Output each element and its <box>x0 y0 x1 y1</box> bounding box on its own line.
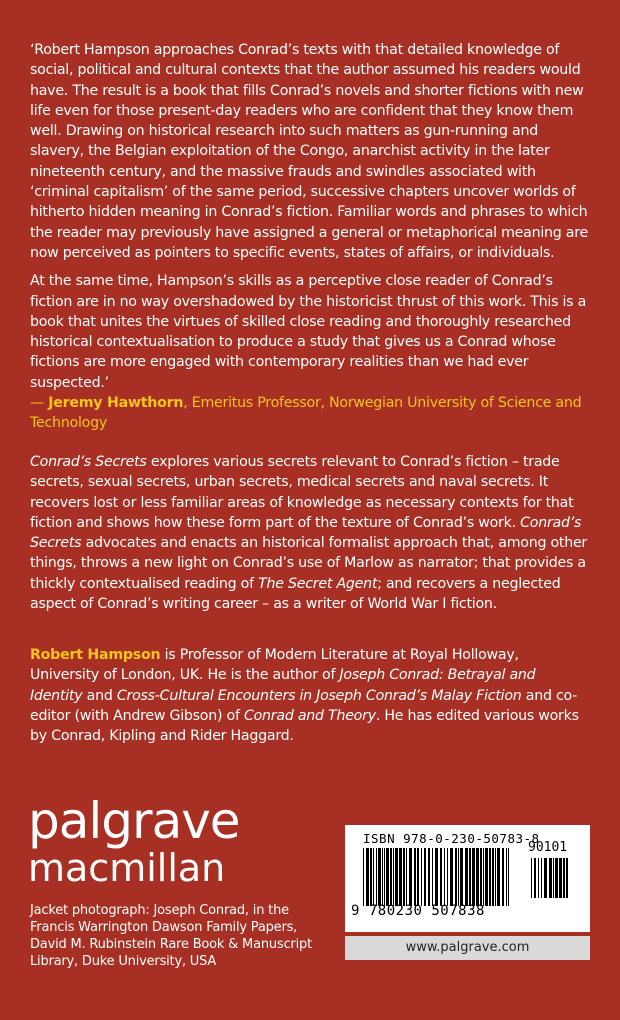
barcode-bar <box>495 848 496 906</box>
bio-paragraph <box>30 645 592 746</box>
bio-text-2: and <box>82 687 117 704</box>
review-paragraph-2 <box>30 271 592 433</box>
bio-book-2: Cross-Cultural Encounters in Joseph Conrad’s Malay Fiction <box>116 687 522 704</box>
barcode-bar <box>424 848 426 906</box>
bio-text-3: and co-editor (with Andrew Gibson) of <box>30 687 578 724</box>
barcode-bar <box>534 858 536 898</box>
barcode-digits: 9 780230 507838 <box>351 903 485 919</box>
barcode-bar <box>566 858 568 898</box>
book-summary <box>30 452 592 614</box>
barcode-bar <box>460 848 463 906</box>
summary-text-3: ; and recovers a neglected aspect of Conrad’s writing career – as a writer of World War I fiction. <box>30 575 561 613</box>
bio-book-3: Conrad and Theory <box>243 707 376 724</box>
barcode-bar <box>465 848 468 906</box>
review-blurb <box>30 40 592 442</box>
barcode-bar <box>370 848 372 906</box>
barcode-bar <box>444 848 445 906</box>
barcode-bar <box>458 848 459 906</box>
barcode-bar <box>549 858 552 898</box>
barcode-bar <box>393 848 394 906</box>
attribution-dash: — <box>30 395 49 412</box>
review-paragraph-1: ‘Robert Hampson approaches Conrad’s texts with that detailed knowledge of social, political and cultural contexts that the author assumed his readers would have. The result is a book that fills Conrad’s novels and shorter fictions with new life even for those present-day readers who are confident that they know them well. Drawing on historical research into such matters as gun-running and slavery, the Belgian exploitation of the Congo, anarchist activity in the later nineteenth century, and the massive frauds and swindles associated with ‘criminal capitalism’ of the same period, successive chapters uncover worlds of hitherto hidden meaning in Conrad’s fiction. Familiar words and phrases to which the reader may previously have assigned a general or metaphorical meaning are now perceived as pointers to specific events, states of affairs, or individuals. <box>30 42 588 261</box>
barcode-bar <box>450 848 453 906</box>
barcode-bar <box>409 848 412 906</box>
barcode-bar <box>541 858 542 898</box>
reviewer-role: , Emeritus Professor, Norwegian University of Science and Technology <box>30 395 582 432</box>
barcode-bar <box>395 848 398 906</box>
summary-title-1: Conrad’s Secrets <box>30 454 147 470</box>
author-bio <box>30 645 592 746</box>
barcode-panel <box>345 825 590 932</box>
isbn-label: ISBN 978-0-230-50783-8 <box>363 831 540 846</box>
logo-palgrave: palgrave <box>28 792 240 850</box>
barcode-bar <box>382 848 383 906</box>
summary-title-2: Conrad’s Secrets <box>30 514 582 552</box>
summary-title-3: The Secret Agent <box>258 575 378 592</box>
price-barcode <box>531 858 571 898</box>
barcode-bar <box>406 848 407 906</box>
author-name: Robert Hampson <box>30 647 161 663</box>
summary-text-1: explores various secrets relevant to Conrad’s fiction – trade secrets, sexual secrets, urban secrets, medical secrets and naval secrets. It recovers lost or less familiar areas of knowledge as necessary contexts for that fiction and shows how these form part of the texture of Conrad’s work. <box>30 454 574 531</box>
barcode-bar <box>472 848 475 906</box>
barcode-bar <box>489 848 491 906</box>
barcode-bar <box>376 848 377 906</box>
barcode-bar <box>455 848 457 906</box>
barcode-bar <box>378 848 381 906</box>
summary-paragraph <box>30 452 592 614</box>
barcode-bar <box>469 848 471 906</box>
barcode-bar <box>363 848 364 906</box>
barcode-bar <box>440 848 442 906</box>
barcode-bar <box>555 858 558 898</box>
barcode-bar <box>531 858 532 898</box>
barcode-bar <box>399 848 402 906</box>
logo-macmillan: macmillan <box>28 846 226 890</box>
barcode-bar <box>390 848 392 906</box>
barcode-bar <box>432 848 433 906</box>
barcode-bar <box>544 858 547 898</box>
barcode-bar <box>485 848 488 906</box>
bio-text-1: is Professor of Modern Literature at Royal Holloway, University of London, UK. He is the author of <box>30 647 519 684</box>
review-paragraph-2-text: At the same time, Hampson’s skills as a perceptive close reader of Conrad’s fiction are in no way overshadowed by the historicist thrust of this work. This is a book that unites the virtues of skilled close reading and thoroughly researched historical contextualisation to produce a study that gives us a Conrad whose fictions are more engaged with contemporary realities than we had ever suspected.’ <box>30 273 587 391</box>
jacket-photo-credit: Jacket photograph: Joseph Conrad, in the Francis Warrington Dawson Family Papers, David M. Rubinstein Rare Book & Manuscript Library, Duke University, USA <box>30 903 312 969</box>
barcode-bar <box>492 848 494 906</box>
publisher-logo <box>28 792 288 890</box>
barcode-bar <box>386 848 389 906</box>
bio-book-1: Joseph Conrad: Betrayal and Identity <box>30 667 536 704</box>
reviewer-name: Jeremy Hawthorn <box>48 395 184 412</box>
barcode-bar <box>480 848 482 906</box>
barcode-bar <box>373 848 374 906</box>
barcode-bar <box>502 848 504 906</box>
barcode-bar <box>563 858 565 898</box>
isbn-barcode <box>363 848 513 906</box>
barcode-bar <box>417 848 419 906</box>
barcode-bar <box>497 848 500 906</box>
barcode-bar <box>447 848 448 906</box>
barcode-bar <box>483 848 484 906</box>
barcode-bar <box>553 858 554 898</box>
price-code: 90101 <box>528 840 568 855</box>
barcode-bar <box>414 848 416 906</box>
barcode-bar <box>366 848 369 906</box>
review-attribution <box>30 395 581 431</box>
barcode-bar <box>435 848 438 906</box>
barcode-bar <box>506 848 507 906</box>
barcode-bar <box>384 848 385 906</box>
barcode-bar <box>476 848 479 906</box>
barcode-bar <box>428 848 430 906</box>
barcode-bar <box>538 858 539 898</box>
publisher-website[interactable]: www.palgrave.com <box>345 936 590 960</box>
barcode-bar <box>508 848 509 906</box>
bio-text-4: . He has edited various works by Conrad, Kipling and Rider Haggard. <box>30 707 579 745</box>
barcode-bar <box>559 858 562 898</box>
barcode-bar <box>403 848 405 906</box>
summary-text-2: advocates and enacts an historical formalist approach that, among other things, throws a new light on Conrad’s use of Marlow as narrator; that provides a thickly contextualised reading of <box>30 535 588 592</box>
barcode-bar <box>421 848 422 906</box>
